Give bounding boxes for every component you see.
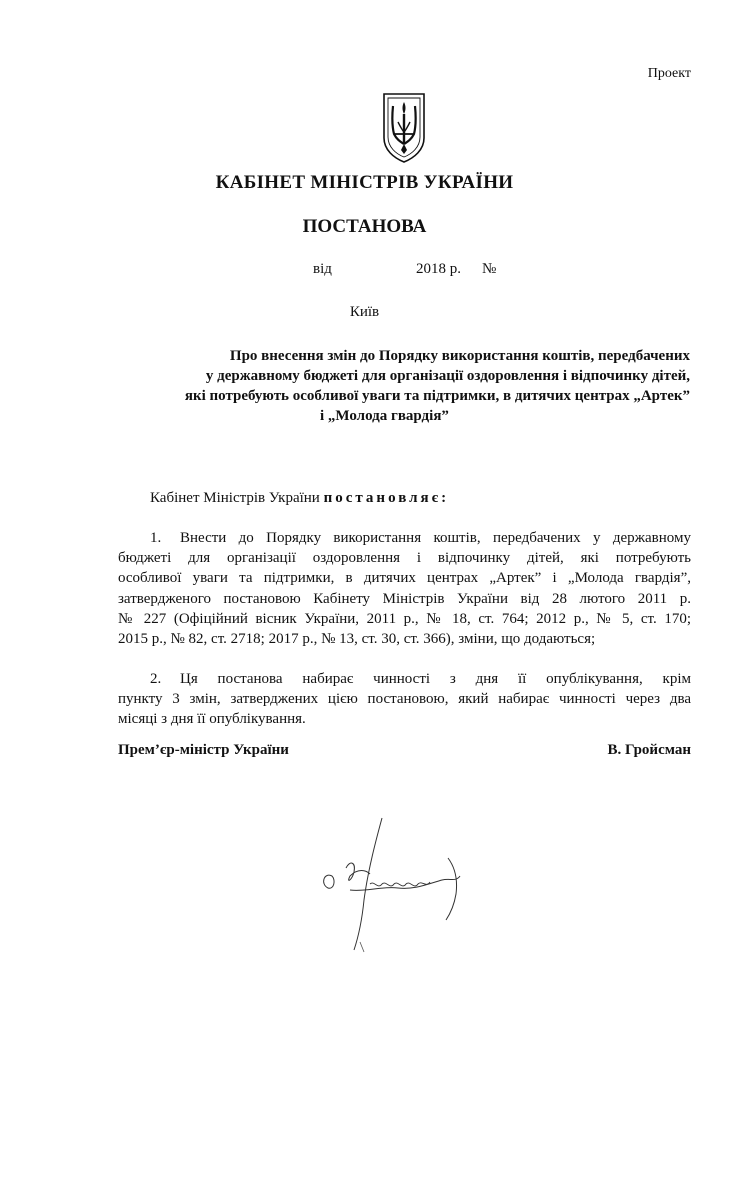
paragraph-line: місяці з дня її опублікування. (118, 711, 306, 728)
date-year: 2018 р. (416, 261, 461, 277)
paragraph-line: особливої уваги та підтримки, в дитячих центрах „Артек” і „Молода гвардія”, (118, 570, 691, 587)
subject-line: Про внесення змін до Порядку використання коштів, передбачених (229, 348, 690, 364)
paragraph-line: № 227 (Офіційний вісник України, 2011 р., № 18, ст. 764; 2012 р., № 5, ст. 170; (118, 610, 691, 627)
paragraph-line: бюджеті для організації оздоровлення і відпочинку дітей, які потребують (118, 550, 691, 567)
city: Київ (349, 304, 380, 320)
draft-label: Проект (647, 66, 691, 81)
trident-coat-of-arms-icon (380, 92, 428, 164)
number-sign: № (482, 261, 497, 277)
paragraph-number: 2. (150, 671, 162, 687)
decree-title: ПОСТАНОВА (302, 216, 427, 237)
intro-text: Кабінет Міністрів України (150, 490, 320, 506)
subject-line: у державному бюджеті для організації оздоровлення і відпочинку дітей, (205, 368, 690, 384)
intro-resolves: постановляє: (323, 490, 450, 506)
paragraph-line (118, 669, 691, 689)
paragraph-number: 1. (150, 530, 162, 546)
intro-line (150, 490, 449, 507)
paragraph-line (118, 528, 691, 548)
paragraph-line: 2015 р., № 82, ст. 2718; 2017 р., № 13, ст. 30, ст. 366), зміни, що додаються; (118, 631, 596, 648)
paragraph-1 (118, 528, 691, 649)
cabinet-title: КАБІНЕТ МІНІСТРІВ УКРАЇНИ (215, 172, 514, 193)
decree-subject (140, 346, 690, 426)
subject-line: які потребують особливої уваги та підтримки, в дитячих центрах „Артек” (184, 388, 690, 404)
paragraph-2 (118, 669, 691, 730)
date-from-label: від (313, 261, 332, 277)
paragraph-text: Ця постанова набирає чинності з дня її опублікування, крім (180, 671, 691, 687)
signatory-position: Прем’єр-міністр України (118, 742, 289, 758)
paragraph-line: пункту 3 змін, затверджених цією постановою, який набирає чинності через два (118, 691, 691, 708)
subject-line: і „Молода гвардія” (320, 408, 449, 424)
handwritten-signature-icon (310, 810, 480, 960)
signatory-name: В. Гройсман (607, 742, 691, 758)
paragraph-line: затвердженого постановою Кабінету Міністрів України від 28 лютого 2011 р. (118, 590, 691, 607)
paragraph-text: Внести до Порядку використання коштів, передбачених у державному (180, 530, 691, 546)
